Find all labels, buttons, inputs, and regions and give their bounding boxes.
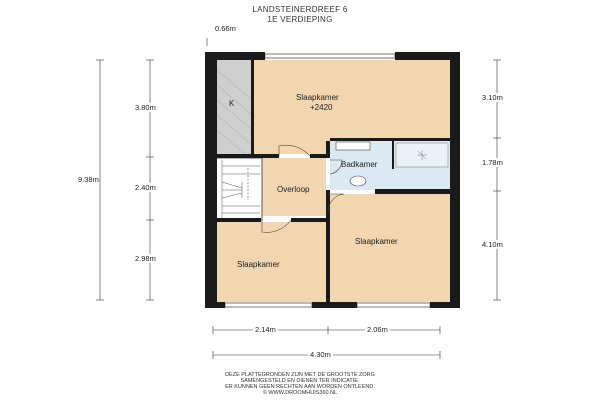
dim-left-mid: 2.40m [135, 183, 156, 192]
wall-top-left [205, 52, 265, 60]
wall-bottom-left [205, 302, 225, 308]
bedroom-bottom-right-floor [330, 194, 450, 302]
wall-bath-bottom [375, 189, 450, 194]
dim-bottom-right: 2.06m [367, 325, 388, 334]
dim-left-top: 3.80m [135, 103, 156, 112]
address-title: LANDSTEINERDREEF 6 [252, 5, 348, 14]
wall-landing-bottom-a [217, 218, 261, 222]
dim-bottom-total: 4.30m [310, 350, 331, 359]
dim-top-small: 0.66m [215, 24, 236, 33]
wall-top-right [395, 52, 460, 60]
room-bathroom-label: Badkamer [341, 160, 378, 169]
window-bottom-right [357, 303, 430, 307]
wall-bath-top [330, 138, 450, 141]
disclaimer-line-1: DEZE PLATTEGRONDEN ZIJN MET DE GROOTSTE ZORG [225, 372, 375, 378]
dim-right-bottom: 4.10m [482, 240, 503, 249]
window-top [265, 54, 395, 58]
wall-right [450, 52, 460, 306]
disclaimer-line-3: ER KUNNEN GEEN RECHTEN AAN WORDEN ONTLEEND. [225, 384, 375, 390]
room-landing-label: Overloop [277, 185, 310, 194]
floor-title: 1E VERDIEPING [267, 15, 333, 24]
wall-storage [251, 60, 254, 156]
dim-left-bottom: 2.98m [135, 254, 156, 263]
toilet-icon [350, 176, 366, 186]
room-bedroom-top-label: Slaapkamer [296, 93, 339, 102]
dimension-lines-left [96, 60, 154, 300]
wall-landing-right-b [326, 190, 330, 302]
dim-right-mid: 1.78m [482, 158, 503, 167]
wall-bath-divider [392, 141, 394, 169]
disclaimer-line-2: SAMENGESTELD EN DIENEN TER INDICATIE. [240, 378, 360, 384]
dim-bottom-left: 2.14m [255, 325, 276, 334]
wall-left [205, 52, 217, 306]
wall-landing-right-a [326, 141, 330, 158]
room-storage-label: K [229, 99, 235, 108]
wall-bottom-right [430, 302, 460, 308]
storage-floor [217, 60, 252, 154]
sink-icon [336, 142, 370, 150]
room-bedroom-top-level: +2420 [310, 103, 333, 112]
room-bedroom-bottom-left-label: Slaapkamer [237, 260, 280, 269]
copyright-line: © WWW.DROOMHUIS360.NL [262, 390, 338, 396]
room-bedroom-bottom-right-label: Slaapkamer [355, 237, 398, 246]
wall-bottom-mid [312, 302, 357, 308]
dim-right-top: 3.10m [482, 93, 503, 102]
wall-bedroom-top-bottom-a [217, 154, 279, 158]
wall-landing-bottom-b [291, 218, 326, 222]
dim-left-total: 9.38m [78, 175, 99, 184]
window-bottom-left [225, 303, 312, 307]
